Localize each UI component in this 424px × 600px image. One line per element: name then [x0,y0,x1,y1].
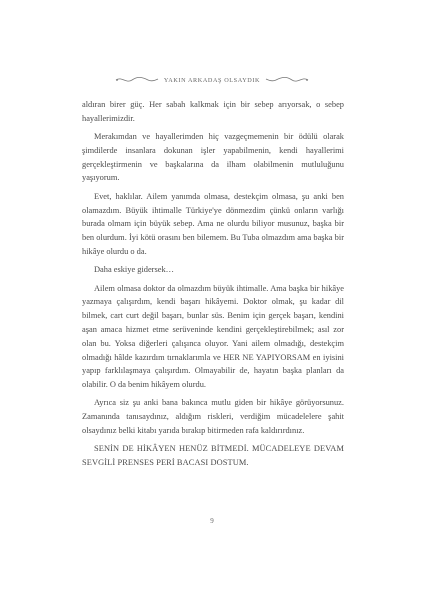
closing-paragraph: SENİN DE HİKÂYEN HENÜZ BİTMEDİ. MÜCADELEYE DEVAM SEVGİLİ PRENSES PERİ BACASI DOSTUM. [82,444,344,468]
paragraph: Evet, haklılar. Ailem yanımda olmasa, destekçim olmasa, şu anki ben olamazdım. Büyük ihtimalle Türkiye'ye dönmezdim çünkü onların varlığı burada olmam için büyük sebep. Ama ne olurdu biliyor musunuz, başka bir ben olurdum. İyi kötü orasını ben bilemem. Bu Tuba olmazdım ama başka bir hikâye olurdu o da. [82,191,344,256]
running-title: YAKIN ARKADAŞ OLSAYDIK [163,76,261,84]
running-header [0,74,424,86]
body-text [82,98,344,474]
paragraph: Merakımdan ve hayallerimden hiç vazgeçmemenin bir ödülü olarak şimdilerde insanlara dokunan işler yapabilmenin, kendi hayallerimi gerçekleştirmenin ve başkalarına da ilham olabilmenin mutluluğunu yaşıyorum. [82,132,344,183]
paragraph: aldıran birer güç. Her sabah kalkmak için bir sebep arıyorsak, o sebep hayallerimizdir. [82,100,344,123]
paragraph: Ailem olmasa doktor da olmazdım büyük ihtimalle. Ama başka bir hikâye yazmaya çalışırdım, kendi başarı hikâyemi. Doktor olmak, şu kadar dil bilmek, cart curt değil başarı, bunlar süs. Benim için gerçek başarı, kendini aşan amaca hizmet etme serüveninde kendini gerçekleştirebilmek; asıl zor olan bu. Yoksa diğerleri çalışınca oluyor. Yani ailem olmadığı, destekçim olmadığı hâlde kazırdım tırnaklarımla ve HER NE YAPIYORSAM en iyisini yapıp farklılaşmaya çalışırdım. Olmayabilir de, hayatın başka planları da olabilir. O da benim hikâyem olurdu. [82,283,344,390]
page-number: 9 [210,517,214,525]
paragraph: Daha eskiye gidersek… [94,265,175,275]
left-flourish-icon [114,74,160,86]
paragraph: Ayrıca siz şu anki bana bakınca mutlu giden bir hikâye görüyorsunuz. Zamanında tanısaydınız, aldığım riskleri, verdiğim mücadelelere şahit olsaydınız belki kitabı yarıda bırakıp bitirmeden rafa kaldırırdınız. [82,398,344,436]
right-flourish-icon [264,74,310,86]
